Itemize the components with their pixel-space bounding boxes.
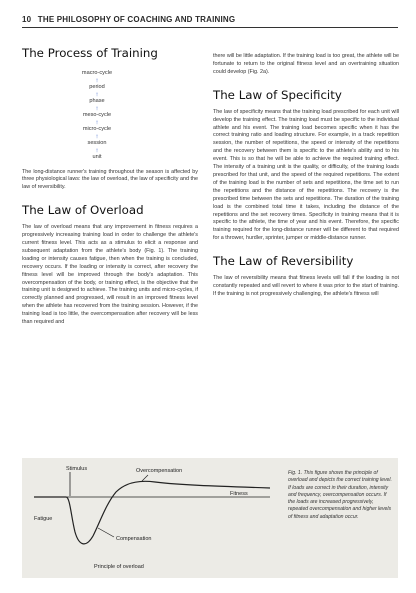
overcompensation-pointer	[142, 475, 148, 481]
compensation-label: Compensation	[116, 536, 152, 542]
fitness-label: Fitness	[230, 491, 248, 497]
overcompensation-label: Overcompensation	[136, 468, 183, 474]
up-arrow-icon: ↑	[95, 90, 99, 98]
overload-heading: The Law of Overload	[22, 203, 144, 218]
process-paragraph: The long-distance runner's training throughout the season is affected by three physiological laws: the law of overload, the law of specificity and the law of reversibility.	[22, 168, 198, 191]
up-arrow-icon: ↑	[95, 104, 99, 112]
flow-step: meso-cycle	[82, 112, 112, 118]
overload-figure	[22, 458, 398, 578]
running-title: THE PHILOSOPHY OF COACHING AND TRAINING	[37, 15, 236, 24]
continued-paragraph: there will be little adaptation. If the training load is too great, the athlete will be fortunate to return to the original fitness level and an overtraining situation could develop (Fig. 2a).	[213, 53, 399, 75]
right-column	[213, 53, 399, 299]
up-arrow-icon: ↑	[95, 118, 99, 126]
specificity-heading: The Law of Specificity	[213, 87, 342, 102]
up-arrow-icon: ↑	[95, 132, 99, 140]
left-column	[22, 46, 198, 327]
running-header	[22, 15, 398, 28]
flow-step: session	[87, 140, 107, 146]
flow-step: unit	[92, 154, 102, 160]
flow-step: period	[89, 84, 105, 90]
flow-step: micro-cycle	[82, 126, 112, 132]
page-number: 10	[22, 15, 32, 24]
process-heading: The Process of Training	[22, 46, 158, 60]
principle-label: Principle of overload	[94, 564, 144, 570]
stimulus-label: Stimulus	[66, 466, 88, 472]
up-arrow-icon: ↑	[95, 76, 99, 84]
reversibility-paragraph: The law of reversibility means that fitness levels will fall if the loading is not constantly repeated and will revert to where it was prior to the start of training. If the training is not progressively challenging, the athlete's fitness will	[213, 275, 399, 297]
specificity-paragraph: The law of specificity means that the training load prescribed for each unit will develop the training effect. The training load must be specific to the individual athlete and his event. The training load becomes specific when it has the correct training ratio and loading structure. For example, in a track repetition session, the number of repetitions, the speed or intensity of the repetitions and the recovery between them is specific to the athlete's ability and to his event. This is so that he will be able to achieve the required training effect. The intensity of a training unit is the quality, or difficulty, of the training loads prescribed for that unit, and the speed of the required repetitions. The extent of the training load is the number of sets and repetitions, the time set to run the repetitions and the distance of the repetitions. The recovery is the prescribed time between the sets and repetitions. The duration of the training load is the combined total time it takes, including the distance of the repetitions and the set recovery times. Specificity in training means that it is specific to the athlete, the time of year and his event. Therefore, the specific training required for the long-distance runner will be different to that required for a thrower, hurdler, sprinter, jumper or middle-distance runner.	[213, 108, 399, 242]
fatigue-label: Fatigue	[34, 516, 53, 522]
reversibility-heading: The Law of Reversibility	[213, 254, 354, 269]
flow-step: macro-cycle	[81, 70, 113, 76]
figure-caption: Fig. 1. This figure shows the principle of overload and depicts the correct training level. If loads are correct in their duration, intensity and frequency, overcompensation occurs. If the loads are increased progressively, repeated overcompensation and higher levels of fitness and adaptation occur.	[288, 470, 392, 520]
overload-paragraph: The law of overload means that any improvement in fitness requires a progressively increasing training load in order to challenge the athlete's current fitness level. This acts as a stimulus to elicit a response and subsequent adaptation from the athlete's body (Fig. 1). The training loading or intensity causes fatigue, then when the training is concluded, recovery occurs. If the loading or intensity is correct, after recovery the fitness level will be improved through the body's adaptation. This overcompensation of the body, or training effect, is the objective that the training unit is designed to achieve. The training units and micro-cycles, if correctly planned and progressed, will result in an improved fitness level when the athlete has recovered from the training session. However, if the training load is too little, the overcompensation after recovery will be less than required and	[22, 224, 198, 326]
up-arrow-icon: ↑	[95, 146, 99, 154]
flow-step: phase	[89, 98, 105, 104]
overload-curve-diagram	[30, 464, 280, 574]
training-hierarchy-flow	[22, 70, 172, 161]
compensation-pointer	[98, 528, 114, 537]
